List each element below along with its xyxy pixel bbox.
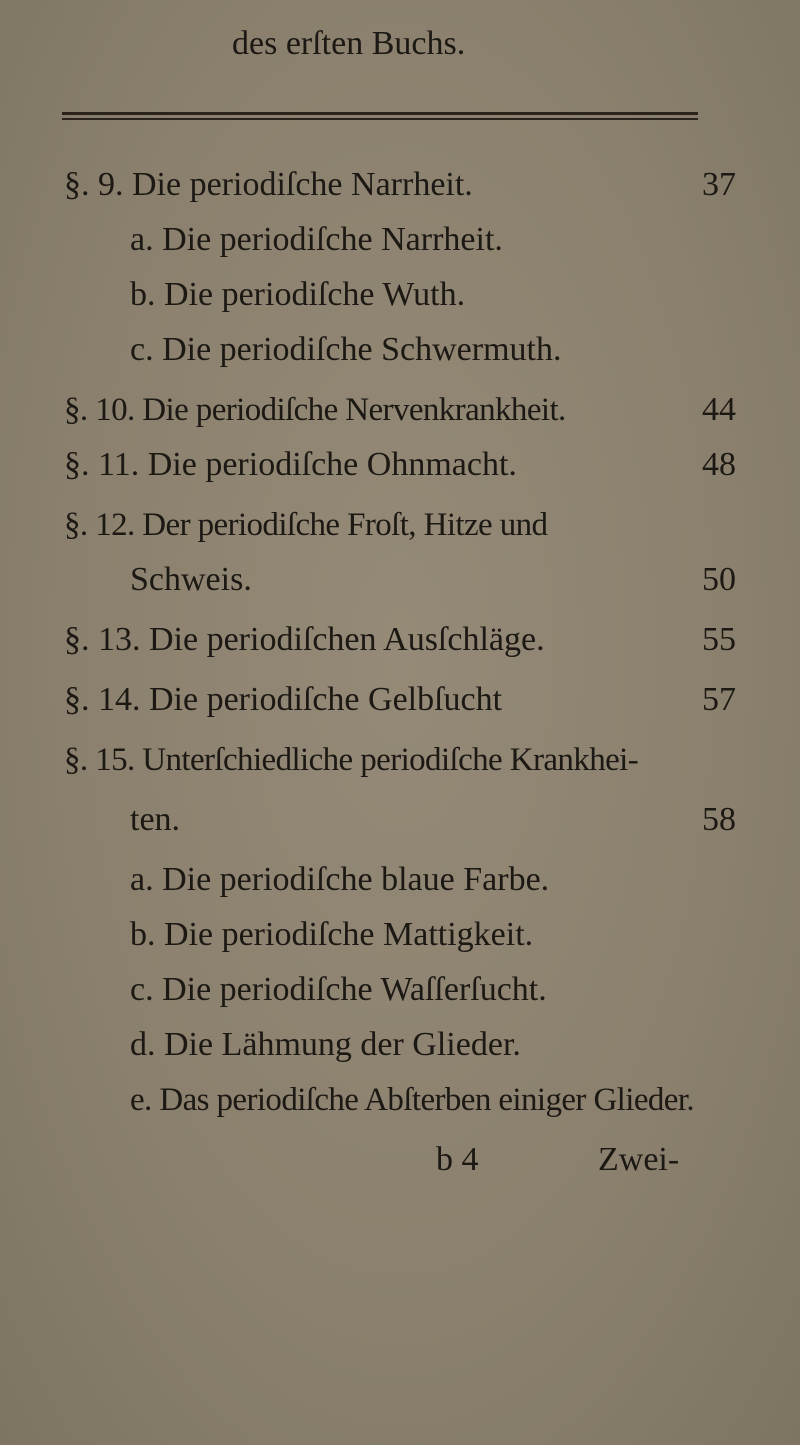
toc-entry: b. Die periodiſche Mattigkeit. xyxy=(130,916,534,953)
page-number: 48 xyxy=(702,446,736,483)
toc-row xyxy=(130,1078,736,1122)
toc-entry: c. Die periodiſche Waſſerſucht. xyxy=(130,971,547,1008)
page-number: 55 xyxy=(702,621,736,658)
toc-entry: §. 15. Unterſchiedliche periodiſche Krankhei- xyxy=(64,742,639,778)
toc-entry: e. Das periodiſche Abſterben einiger Glieder. xyxy=(130,1082,695,1118)
running-header: des erſten Buchs. xyxy=(232,25,466,62)
toc-row xyxy=(64,163,736,207)
toc-entry: ten. xyxy=(130,801,181,838)
toc-row xyxy=(64,618,736,662)
header-rule-secondary xyxy=(62,118,698,120)
toc-row xyxy=(64,388,736,432)
page-number: 44 xyxy=(702,391,736,428)
signature-mark: b 4 xyxy=(436,1141,479,1178)
toc-entry: Schweis. xyxy=(130,561,252,598)
toc-row xyxy=(130,328,736,372)
toc-entry: §. 14. Die periodiſche Gelbſucht xyxy=(64,681,503,718)
toc-row xyxy=(130,558,736,602)
toc-row xyxy=(64,738,736,782)
toc-entry: §. 9. Die periodiſche Narrheit. xyxy=(64,166,473,203)
toc-row xyxy=(130,1023,736,1067)
page-number: 37 xyxy=(702,166,736,203)
toc-entry: §. 11. Die periodiſche Ohnmacht. xyxy=(64,446,517,483)
page-number: 50 xyxy=(702,561,736,598)
toc-row xyxy=(64,443,736,487)
toc-row xyxy=(64,678,736,722)
toc-entry: §. 12. Der periodiſche Froſt, Hitze und xyxy=(64,507,548,543)
header-rule xyxy=(62,112,698,115)
toc-entry: a. Die periodiſche Narrheit. xyxy=(130,221,503,258)
page-number: 57 xyxy=(702,681,736,718)
toc-entry: c. Die periodiſche Schwermuth. xyxy=(130,331,562,368)
toc-row xyxy=(130,273,736,317)
catchword: Zwei- xyxy=(598,1141,680,1178)
toc-row xyxy=(64,503,736,547)
toc-row xyxy=(130,218,736,262)
page-number: 58 xyxy=(702,801,736,838)
toc-entry: d. Die Lähmung der Glieder. xyxy=(130,1026,521,1063)
toc-row xyxy=(130,858,736,902)
toc-row xyxy=(130,968,736,1012)
toc-entry: b. Die periodiſche Wuth. xyxy=(130,276,466,313)
toc-entry: a. Die periodiſche blaue Farbe. xyxy=(130,861,550,898)
toc-row xyxy=(130,913,736,957)
toc-entry: §. 13. Die periodiſchen Ausſchläge. xyxy=(64,621,545,658)
toc-row xyxy=(130,798,736,842)
toc-entry: §. 10. Die periodiſche Nervenkrankheit. xyxy=(64,392,566,428)
